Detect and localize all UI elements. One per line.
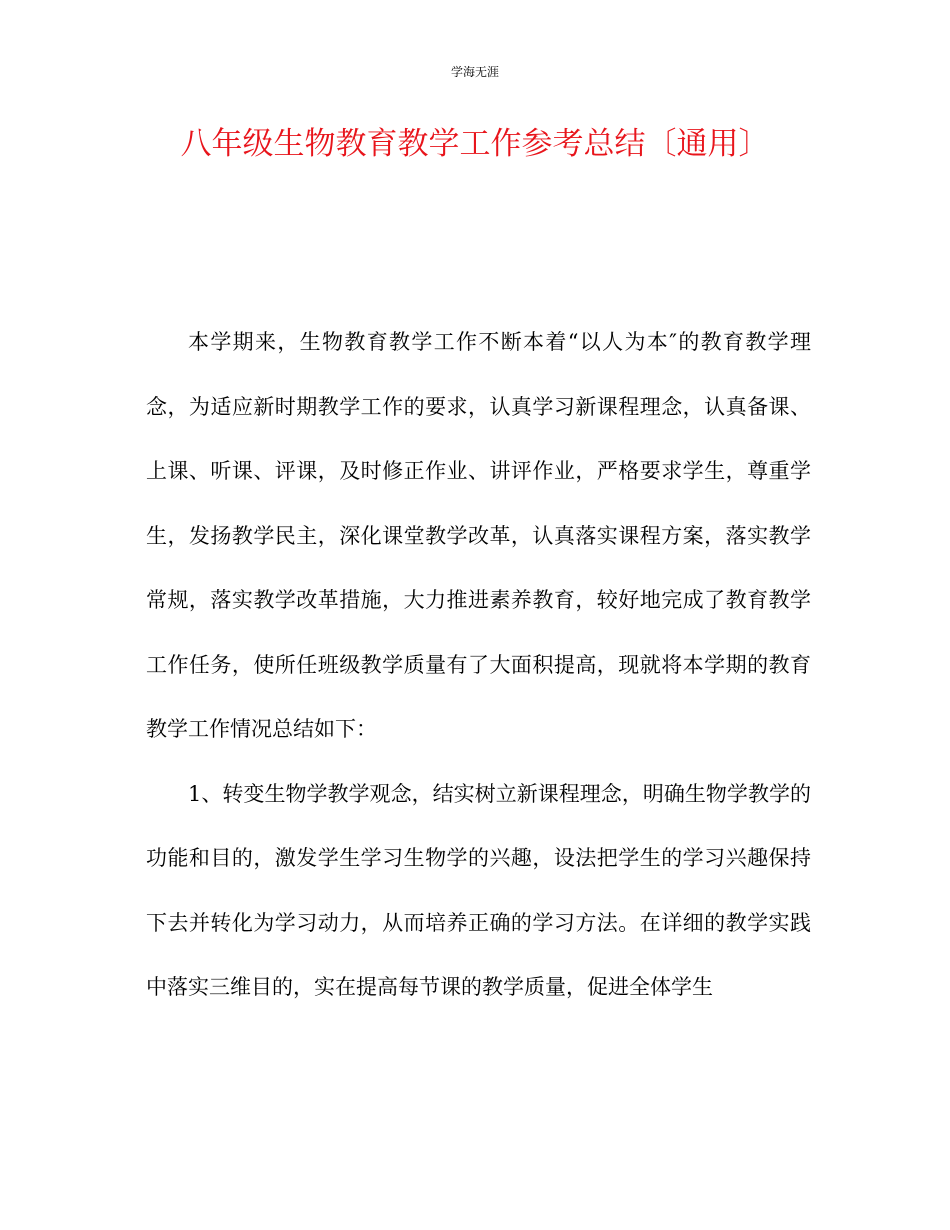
paragraph-intro: 本学期来，生物教育教学工作不断本着“以人为本″的教育教学理念，为适应新时期教学工作的要求，认真学习新课程理念，认真备课、上课、听课、评课，及时修正作业、讲评作业，严格要求学生，尊重学生，发扬教学民主，深化课堂教学改革，认真落实课程方案，落实教学常规，落实教学改革措施，大力推进素养教育，较好地完成了教育教学工作任务，使所任班级教学质量有了大面积提高，现就将本学期的教育教学工作情况总结如下： xyxy=(146,330,811,741)
paragraph-point-1: 1、转变生物学教学观念，结实树立新课程理念，明确生物学教学的功能和目的，激发学生学习生物学的兴趣，设法把学生的学习兴趣保持下去并转化为学习动力，从而培养正确的学习方法。在详细的教学实践中落实三维目的，实在提高每节课的教学质量，促进全体学生 xyxy=(146,781,811,999)
page-header: 学海无涯 xyxy=(450,65,499,79)
document-body xyxy=(146,310,811,1020)
document-title: 八年级生物教育教学工作参考总结〔通用〕 xyxy=(180,126,770,162)
